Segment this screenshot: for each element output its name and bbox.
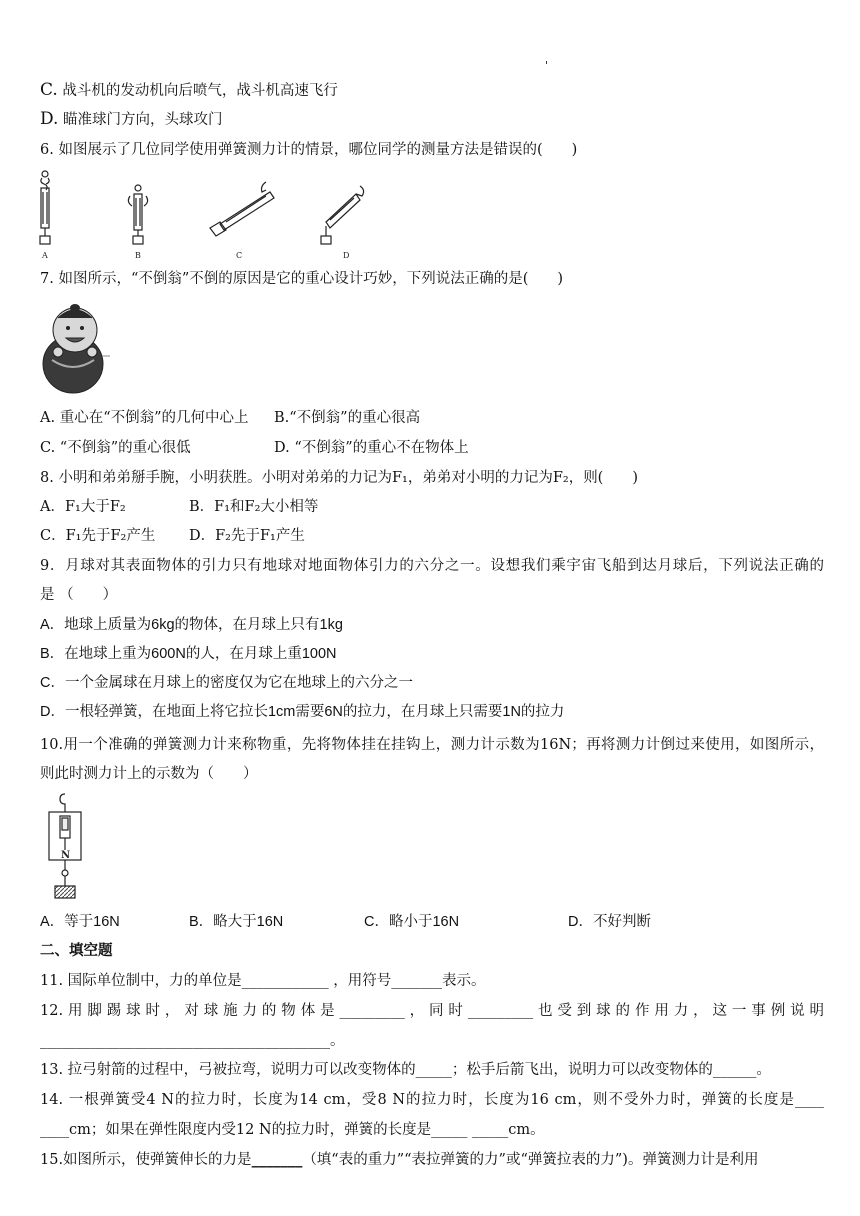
spring-scale-figure — [30, 168, 370, 264]
q7-option-d: D. “不倒翁”的重心不在物体上 — [274, 440, 469, 456]
q10-option-d: D．不好判断 — [568, 914, 651, 930]
q5-option-d-text: 瞄准球门方向，头球攻门 — [63, 112, 223, 128]
q8-option-c: C．F₁先于F₂产生 — [40, 528, 156, 544]
page-mark: ' — [545, 59, 549, 72]
scale-unit-label: N — [61, 850, 71, 861]
q15-blank: _______ — [251, 1151, 303, 1168]
section-title-fill-in: 二、填空题 — [40, 943, 113, 959]
q9-option-c: C．一个金属球在月球上的密度仅为它在地球上的六分之一 — [40, 675, 413, 691]
q9-stem-line2: 是 （ ） — [40, 587, 118, 603]
q13: 13. 拉弓射箭的过程中，弓被拉弯，说明力可以改变物体的_____；松手后箭飞出，说明力可以改变物体的______。 — [40, 1062, 771, 1078]
q9-option-b: B．在地球上重为600N的人，在月球上重100N — [40, 646, 337, 662]
q14-line2: ____cm；如果在弹性限度内受12 N的拉力时，弹簧的长度是_____ _____cm。 — [40, 1122, 545, 1138]
q7-stem: 7. 如图所示，“不倒翁”不倒的原因是它的重心设计巧妙，下列说法正确的是( ) — [40, 271, 564, 287]
scale-figure-a — [40, 171, 50, 244]
q15-post: （填“表的重力”“表拉弹簧的力”或“弹簧拉表的力”)。弹簧测力计是利用 — [302, 1152, 759, 1168]
q11: 11. 国际单位制中，力的单位是____________ ，用符号_______表示。 — [40, 973, 486, 989]
q5-option-c-text: 战斗机的发动机向后喷气，战斗机高速飞行 — [62, 83, 338, 99]
scale-label-b: B — [135, 251, 141, 260]
q10-stem-line1: 10.用一个准确的弹簧测力计来称物重，先将物体挂在挂钩上，测力计示数为16N；再将测力计倒过来使用，如图所示， — [40, 737, 824, 753]
q8-stem: 8. 小明和弟弟掰手腕，小明获胜。小明对弟弟的力记为F₁，弟弟对小明的力记为F₂，则( ) — [40, 470, 639, 486]
q6-stem: 6. 如图展示了几位同学使用弹簧测力计的情景，哪位同学的测量方法是错误的( ) — [40, 142, 578, 158]
scale-label-c: C — [236, 251, 243, 260]
q8-option-d: D．F₂先于F₁产生 — [189, 528, 305, 544]
q10-option-b: B．略大于16N — [189, 914, 284, 930]
q9-option-d: D．一根轻弹簧，在地面上将它拉长1cm需要6N的拉力，在月球上只需要1N的拉力 — [40, 704, 565, 720]
q12-line2: ________________________________________。 — [40, 1033, 345, 1049]
q7-option-c: C. “不倒翁”的重心很低 — [40, 440, 191, 456]
q12-line1: 12.用脚踢球时，对球施力的物体是_________，同时_________也受到球的作用力，这一事例说明 — [40, 1003, 824, 1019]
q15 — [40, 1150, 758, 1170]
q5-option-c — [40, 80, 338, 101]
q7-option-b: B.“不倒翁”的重心很高 — [274, 410, 421, 426]
q10-option-a: A．等于16N — [40, 914, 120, 930]
q5-option-d — [40, 109, 223, 130]
q10-option-c: C．略小于16N — [364, 914, 460, 930]
q15-pre: 15.如图所示，使弹簧伸长的力是 — [40, 1152, 252, 1168]
q5-option-d-letter: D. — [40, 109, 59, 129]
q5-option-c-letter: C. — [40, 80, 58, 100]
q8-option-b: B．F₁和F₂大小相等 — [189, 499, 319, 515]
scale-figure-d — [321, 186, 364, 244]
scale-figure-c — [210, 182, 274, 236]
scale-label-d: D — [343, 251, 350, 260]
inverted-spring-scale-figure — [44, 792, 90, 902]
q8-option-a: A．F₁大于F₂ — [40, 499, 126, 515]
scale-label-a: A — [42, 251, 48, 260]
q9-option-a: A．地球上质量为6kg的物体，在月球上只有1kg — [40, 617, 343, 633]
q14-line1: 14. 一根弹簧受4 N的拉力时，长度为14 cm，受8 N的拉力时，长度为16 cm，则不受外力时，弹簧的长度是____ — [40, 1092, 824, 1108]
q9-stem-line1: 9．月球对其表面物体的引力只有地球对地面物体引力的六分之一。设想我们乘宇宙飞船到达月球后，下列说法正确的 — [40, 558, 824, 574]
tumbler-doll-figure — [40, 300, 116, 396]
q7-option-a: A. 重心在“不倒翁”的几何中心上 — [40, 410, 249, 426]
q10-stem-line2: 则此时测力计上的示数为（ ） — [40, 766, 258, 782]
scale-figure-b — [128, 185, 147, 244]
